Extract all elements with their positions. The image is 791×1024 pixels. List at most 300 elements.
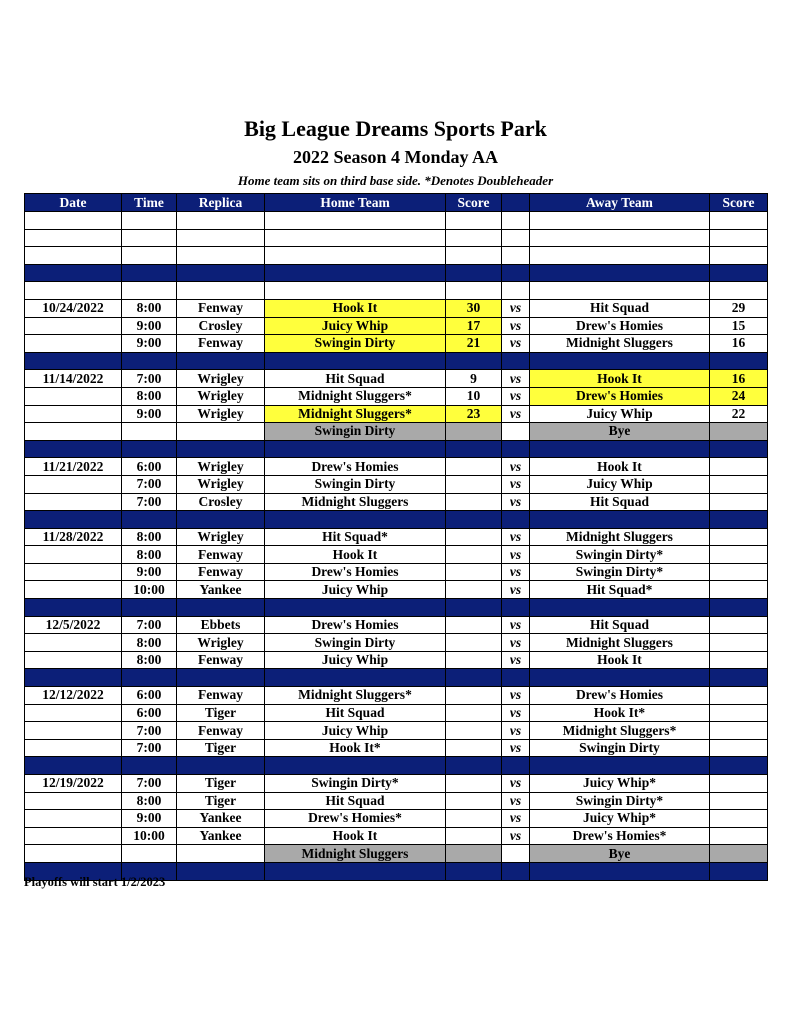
- week-separator-row: [25, 440, 768, 458]
- time-cell: 10:00: [122, 827, 177, 845]
- bye-row: [25, 845, 768, 863]
- date-cell: [25, 599, 122, 617]
- time-cell: [122, 229, 177, 247]
- away-team-cell: [530, 440, 710, 458]
- game-row: [25, 546, 768, 564]
- date-cell: [25, 282, 122, 300]
- away-score-cell: [710, 810, 768, 828]
- home-score-cell: 21: [446, 335, 502, 353]
- header-time: Time: [122, 194, 177, 212]
- date-cell: [25, 634, 122, 652]
- date-cell: 12/12/2022: [25, 687, 122, 705]
- replica-cell: [177, 247, 265, 265]
- away-score-cell: [710, 827, 768, 845]
- replica-cell: [177, 599, 265, 617]
- vs-cell: vs: [502, 335, 530, 353]
- replica-cell: [177, 862, 265, 880]
- replica-cell: Fenway: [177, 722, 265, 740]
- away-team-cell: [530, 511, 710, 529]
- away-team-cell: Drew's Homies*: [530, 827, 710, 845]
- away-score-cell: [710, 423, 768, 441]
- time-cell: 9:00: [122, 317, 177, 335]
- date-cell: [25, 563, 122, 581]
- date-cell: [25, 405, 122, 423]
- time-cell: 9:00: [122, 810, 177, 828]
- away-team-cell: [530, 352, 710, 370]
- replica-cell: Wrigley: [177, 405, 265, 423]
- away-score-cell: [710, 212, 768, 230]
- home-score-cell: [446, 722, 502, 740]
- date-cell: [25, 229, 122, 247]
- vs-cell: [502, 212, 530, 230]
- date-cell: [25, 493, 122, 511]
- home-score-cell: 30: [446, 299, 502, 317]
- date-cell: [25, 264, 122, 282]
- replica-cell: [177, 352, 265, 370]
- replica-cell: Wrigley: [177, 387, 265, 405]
- replica-cell: Wrigley: [177, 475, 265, 493]
- home-score-cell: 9: [446, 370, 502, 388]
- time-cell: 6:00: [122, 704, 177, 722]
- home-team-cell: Juicy Whip: [265, 722, 446, 740]
- home-team-cell: [265, 352, 446, 370]
- home-team-cell: Hit Squad: [265, 704, 446, 722]
- away-team-cell: Drew's Homies: [530, 687, 710, 705]
- date-cell: [25, 475, 122, 493]
- replica-cell: Fenway: [177, 687, 265, 705]
- away-score-cell: [710, 264, 768, 282]
- replica-cell: Crosley: [177, 317, 265, 335]
- time-cell: 6:00: [122, 458, 177, 476]
- game-row: [25, 299, 768, 317]
- home-score-cell: 17: [446, 317, 502, 335]
- away-team-cell: [530, 264, 710, 282]
- vs-cell: [502, 229, 530, 247]
- home-team-cell: Hook It: [265, 827, 446, 845]
- replica-cell: Fenway: [177, 651, 265, 669]
- replica-cell: [177, 212, 265, 230]
- vs-cell: vs: [502, 827, 530, 845]
- date-cell: 12/19/2022: [25, 775, 122, 793]
- home-score-cell: [446, 687, 502, 705]
- vs-cell: vs: [502, 810, 530, 828]
- away-score-cell: [710, 616, 768, 634]
- away-team-cell: Midnight Sluggers: [530, 528, 710, 546]
- date-cell: [25, 810, 122, 828]
- away-score-cell: [710, 739, 768, 757]
- away-score-cell: [710, 634, 768, 652]
- vs-cell: vs: [502, 775, 530, 793]
- home-team-cell: Midnight Sluggers: [265, 845, 446, 863]
- replica-cell: [177, 669, 265, 687]
- date-cell: [25, 212, 122, 230]
- home-team-cell: [265, 264, 446, 282]
- vs-cell: vs: [502, 546, 530, 564]
- date-cell: [25, 722, 122, 740]
- home-score-cell: [446, 739, 502, 757]
- vs-cell: [502, 440, 530, 458]
- date-cell: [25, 247, 122, 265]
- replica-cell: Tiger: [177, 704, 265, 722]
- away-score-cell: [710, 651, 768, 669]
- away-score-cell: [710, 352, 768, 370]
- home-team-cell: Swingin Dirty: [265, 335, 446, 353]
- date-cell: [25, 440, 122, 458]
- vs-cell: vs: [502, 563, 530, 581]
- week-separator-row: [25, 599, 768, 617]
- home-score-cell: [446, 264, 502, 282]
- time-cell: 8:00: [122, 792, 177, 810]
- vs-cell: vs: [502, 387, 530, 405]
- away-team-cell: Bye: [530, 845, 710, 863]
- playoffs-note: Playoffs will start 1/2/2023: [24, 875, 166, 889]
- vs-cell: vs: [502, 458, 530, 476]
- away-team-cell: [530, 862, 710, 880]
- time-cell: [122, 511, 177, 529]
- home-score-cell: [446, 546, 502, 564]
- away-score-cell: [710, 599, 768, 617]
- schedule-table: [24, 193, 768, 881]
- replica-cell: Yankee: [177, 581, 265, 599]
- date-cell: [25, 704, 122, 722]
- time-cell: [122, 757, 177, 775]
- replica-cell: [177, 282, 265, 300]
- home-team-cell: Midnight Sluggers*: [265, 387, 446, 405]
- home-team-cell: Hit Squad*: [265, 528, 446, 546]
- header-away-team: Away Team: [530, 194, 710, 212]
- home-team-cell: Midnight Sluggers*: [265, 405, 446, 423]
- page-title: Big League Dreams Sports Park: [244, 116, 547, 141]
- header-row: [25, 194, 768, 212]
- replica-cell: [177, 757, 265, 775]
- vs-cell: vs: [502, 475, 530, 493]
- vs-cell: vs: [502, 528, 530, 546]
- week-separator-row: [25, 264, 768, 282]
- date-cell: [25, 845, 122, 863]
- home-score-cell: [446, 528, 502, 546]
- away-score-cell: [710, 511, 768, 529]
- away-score-cell: 22: [710, 405, 768, 423]
- away-score-cell: [710, 687, 768, 705]
- game-row: [25, 634, 768, 652]
- empty-row: [25, 247, 768, 265]
- date-cell: [25, 511, 122, 529]
- time-cell: 8:00: [122, 651, 177, 669]
- game-row: [25, 687, 768, 705]
- time-cell: 9:00: [122, 335, 177, 353]
- date-cell: [25, 335, 122, 353]
- game-row: [25, 739, 768, 757]
- away-score-cell: [710, 440, 768, 458]
- time-cell: 8:00: [122, 299, 177, 317]
- away-team-cell: [530, 282, 710, 300]
- away-team-cell: [530, 212, 710, 230]
- away-score-cell: [710, 563, 768, 581]
- vs-cell: [502, 862, 530, 880]
- game-row: [25, 581, 768, 599]
- home-score-cell: [446, 651, 502, 669]
- time-cell: 7:00: [122, 616, 177, 634]
- date-cell: [25, 581, 122, 599]
- date-cell: 11/14/2022: [25, 370, 122, 388]
- vs-cell: [502, 845, 530, 863]
- home-team-cell: [265, 229, 446, 247]
- empty-row: [25, 229, 768, 247]
- replica-cell: Yankee: [177, 810, 265, 828]
- away-team-cell: Bye: [530, 423, 710, 441]
- away-score-cell: 15: [710, 317, 768, 335]
- away-score-cell: 24: [710, 387, 768, 405]
- replica-cell: Tiger: [177, 792, 265, 810]
- away-team-cell: Midnight Sluggers: [530, 634, 710, 652]
- vs-cell: [502, 282, 530, 300]
- date-cell: [25, 423, 122, 441]
- away-team-cell: Drew's Homies: [530, 317, 710, 335]
- home-score-cell: [446, 862, 502, 880]
- replica-cell: Wrigley: [177, 370, 265, 388]
- vs-cell: [502, 511, 530, 529]
- time-cell: 7:00: [122, 370, 177, 388]
- home-score-cell: [446, 792, 502, 810]
- vs-cell: [502, 247, 530, 265]
- game-row: [25, 458, 768, 476]
- game-row: [25, 792, 768, 810]
- date-cell: [25, 546, 122, 564]
- time-cell: [122, 440, 177, 458]
- game-row: [25, 405, 768, 423]
- vs-cell: vs: [502, 317, 530, 335]
- away-score-cell: [710, 282, 768, 300]
- replica-cell: Fenway: [177, 546, 265, 564]
- week-separator-row: [25, 669, 768, 687]
- date-cell: [25, 827, 122, 845]
- game-row: [25, 563, 768, 581]
- date-cell: [25, 792, 122, 810]
- vs-cell: vs: [502, 792, 530, 810]
- away-team-cell: [530, 757, 710, 775]
- away-team-cell: Swingin Dirty*: [530, 546, 710, 564]
- date-cell: [25, 352, 122, 370]
- away-score-cell: [710, 458, 768, 476]
- away-team-cell: Juicy Whip*: [530, 810, 710, 828]
- time-cell: 6:00: [122, 687, 177, 705]
- home-team-cell: [265, 440, 446, 458]
- time-cell: 8:00: [122, 634, 177, 652]
- time-cell: 7:00: [122, 775, 177, 793]
- home-team-cell: Juicy Whip: [265, 317, 446, 335]
- home-score-cell: [446, 845, 502, 863]
- home-score-cell: [446, 475, 502, 493]
- home-score-cell: [446, 581, 502, 599]
- vs-cell: [502, 423, 530, 441]
- away-score-cell: [710, 792, 768, 810]
- page-subtitle: 2022 Season 4 Monday AA: [292, 147, 499, 167]
- away-team-cell: Juicy Whip: [530, 405, 710, 423]
- time-cell: 8:00: [122, 387, 177, 405]
- home-team-cell: Swingin Dirty: [265, 634, 446, 652]
- home-score-cell: [446, 599, 502, 617]
- replica-cell: Crosley: [177, 493, 265, 511]
- home-team-cell: Swingin Dirty: [265, 475, 446, 493]
- replica-cell: Ebbets: [177, 616, 265, 634]
- time-cell: [122, 352, 177, 370]
- vs-cell: vs: [502, 739, 530, 757]
- date-cell: [25, 739, 122, 757]
- bye-row: [25, 423, 768, 441]
- vs-cell: vs: [502, 493, 530, 511]
- game-row: [25, 616, 768, 634]
- replica-cell: [177, 229, 265, 247]
- away-team-cell: Hook It: [530, 458, 710, 476]
- week-separator-row: [25, 352, 768, 370]
- home-score-cell: [446, 511, 502, 529]
- away-team-cell: [530, 669, 710, 687]
- home-score-cell: [446, 669, 502, 687]
- home-team-cell: Swingin Dirty*: [265, 775, 446, 793]
- home-score-cell: [446, 757, 502, 775]
- replica-cell: Fenway: [177, 299, 265, 317]
- replica-cell: [177, 264, 265, 282]
- home-score-cell: [446, 229, 502, 247]
- vs-cell: vs: [502, 634, 530, 652]
- home-score-cell: [446, 775, 502, 793]
- time-cell: 9:00: [122, 405, 177, 423]
- time-cell: [122, 282, 177, 300]
- date-cell: 11/28/2022: [25, 528, 122, 546]
- away-team-cell: Swingin Dirty*: [530, 563, 710, 581]
- game-row: [25, 722, 768, 740]
- away-team-cell: Drew's Homies: [530, 387, 710, 405]
- home-score-cell: 23: [446, 405, 502, 423]
- vs-cell: [502, 669, 530, 687]
- replica-cell: Yankee: [177, 827, 265, 845]
- home-team-cell: [265, 282, 446, 300]
- date-cell: 10/24/2022: [25, 299, 122, 317]
- game-row: [25, 810, 768, 828]
- replica-cell: [177, 845, 265, 863]
- home-team-cell: [265, 212, 446, 230]
- home-score-cell: [446, 616, 502, 634]
- home-score-cell: [446, 352, 502, 370]
- header-away-score: Score: [710, 194, 768, 212]
- away-team-cell: Hook It*: [530, 704, 710, 722]
- home-score-cell: [446, 704, 502, 722]
- date-cell: 12/5/2022: [25, 616, 122, 634]
- home-score-cell: [446, 423, 502, 441]
- time-cell: 7:00: [122, 475, 177, 493]
- game-row: [25, 827, 768, 845]
- week-separator-row: [25, 757, 768, 775]
- game-row: [25, 651, 768, 669]
- time-cell: [122, 247, 177, 265]
- home-team-cell: [265, 599, 446, 617]
- schedule-note: Home team sits on third base side. *Denotes Doubleheader: [237, 173, 554, 188]
- away-team-cell: Juicy Whip*: [530, 775, 710, 793]
- vs-cell: vs: [502, 722, 530, 740]
- replica-cell: Fenway: [177, 563, 265, 581]
- away-score-cell: 16: [710, 370, 768, 388]
- home-score-cell: [446, 634, 502, 652]
- away-team-cell: Midnight Sluggers: [530, 335, 710, 353]
- home-team-cell: [265, 757, 446, 775]
- time-cell: 7:00: [122, 739, 177, 757]
- away-score-cell: [710, 475, 768, 493]
- vs-cell: vs: [502, 581, 530, 599]
- time-cell: [122, 264, 177, 282]
- away-score-cell: 29: [710, 299, 768, 317]
- home-team-cell: Hit Squad: [265, 370, 446, 388]
- replica-cell: [177, 423, 265, 441]
- header-home-team: Home Team: [265, 194, 446, 212]
- home-score-cell: [446, 212, 502, 230]
- replica-cell: Wrigley: [177, 458, 265, 476]
- home-score-cell: [446, 247, 502, 265]
- away-team-cell: Juicy Whip: [530, 475, 710, 493]
- home-team-cell: Hit Squad: [265, 792, 446, 810]
- vs-cell: vs: [502, 370, 530, 388]
- away-team-cell: [530, 229, 710, 247]
- away-team-cell: [530, 599, 710, 617]
- header-home-score: Score: [446, 194, 502, 212]
- replica-cell: Tiger: [177, 775, 265, 793]
- home-team-cell: Hook It*: [265, 739, 446, 757]
- home-score-cell: 10: [446, 387, 502, 405]
- vs-cell: [502, 757, 530, 775]
- home-team-cell: Drew's Homies*: [265, 810, 446, 828]
- time-cell: 10:00: [122, 581, 177, 599]
- game-row: [25, 704, 768, 722]
- replica-cell: [177, 511, 265, 529]
- date-cell: [25, 317, 122, 335]
- game-row: [25, 775, 768, 793]
- home-score-cell: [446, 493, 502, 511]
- header-replica: Replica: [177, 194, 265, 212]
- away-score-cell: [710, 528, 768, 546]
- home-team-cell: Juicy Whip: [265, 651, 446, 669]
- time-cell: 7:00: [122, 493, 177, 511]
- replica-cell: Wrigley: [177, 634, 265, 652]
- time-cell: [122, 669, 177, 687]
- header-date: Date: [25, 194, 122, 212]
- game-row: [25, 493, 768, 511]
- home-score-cell: [446, 458, 502, 476]
- time-cell: [122, 599, 177, 617]
- home-team-cell: [265, 247, 446, 265]
- replica-cell: [177, 440, 265, 458]
- vs-cell: vs: [502, 687, 530, 705]
- vs-cell: vs: [502, 299, 530, 317]
- time-cell: [122, 212, 177, 230]
- home-score-cell: [446, 563, 502, 581]
- away-score-cell: 16: [710, 335, 768, 353]
- date-cell: [25, 651, 122, 669]
- home-team-cell: Drew's Homies: [265, 616, 446, 634]
- home-team-cell: Drew's Homies: [265, 458, 446, 476]
- away-team-cell: Hit Squad*: [530, 581, 710, 599]
- time-cell: 9:00: [122, 563, 177, 581]
- away-team-cell: Swingin Dirty*: [530, 792, 710, 810]
- away-score-cell: [710, 247, 768, 265]
- vs-cell: vs: [502, 704, 530, 722]
- game-row: [25, 335, 768, 353]
- time-cell: [122, 845, 177, 863]
- time-cell: [122, 423, 177, 441]
- away-score-cell: [710, 775, 768, 793]
- away-score-cell: [710, 546, 768, 564]
- away-team-cell: Swingin Dirty: [530, 739, 710, 757]
- away-score-cell: [710, 493, 768, 511]
- game-row: [25, 317, 768, 335]
